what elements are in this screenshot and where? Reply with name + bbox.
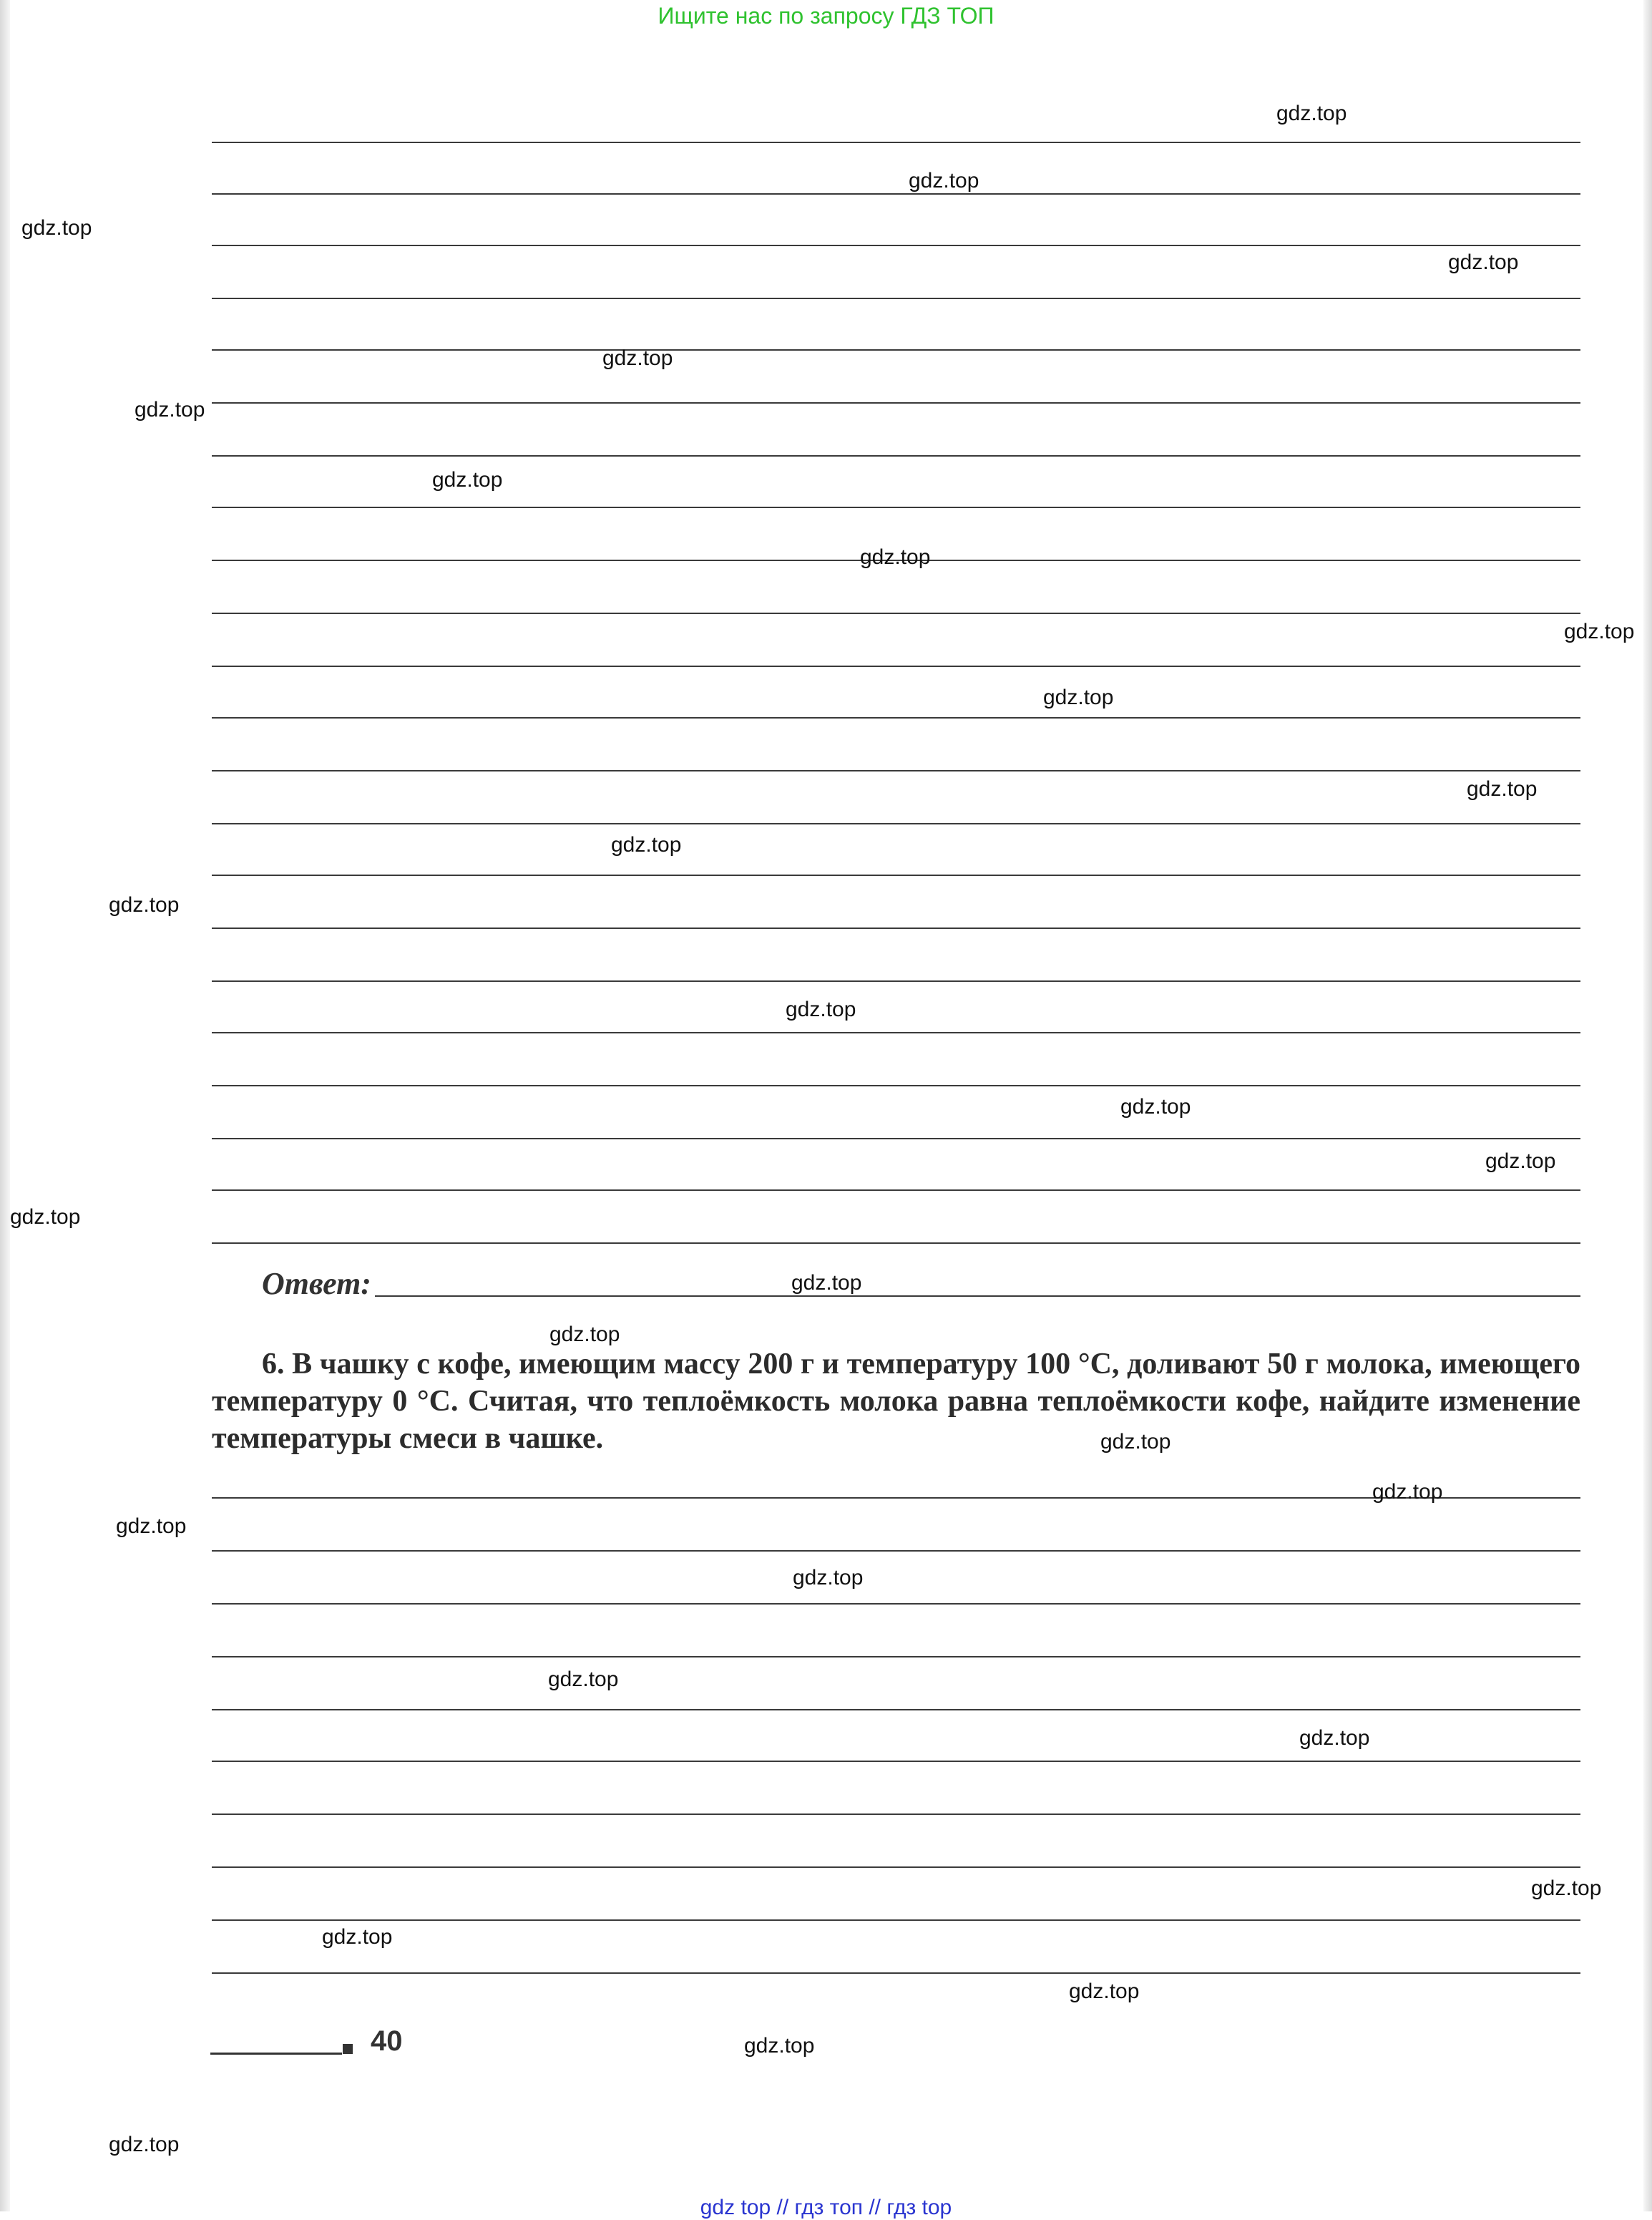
ruled-line [212, 770, 1580, 771]
ruled-line [212, 455, 1580, 457]
ruled-line [212, 823, 1580, 824]
watermark: gdz.top [1120, 1095, 1191, 1119]
ruled-line [212, 1656, 1580, 1657]
page-edge-left [0, 0, 10, 2211]
ruled-line [212, 298, 1580, 299]
ruled-line [212, 1761, 1580, 1762]
watermark: gdz.top [1372, 1480, 1443, 1504]
watermark: gdz.top [602, 346, 673, 370]
ruled-line [212, 1085, 1580, 1086]
ruled-line [212, 1709, 1580, 1710]
answer-line [375, 1295, 1580, 1297]
watermark: gdz.top [909, 169, 979, 193]
answer-label: Ответ: [262, 1266, 371, 1301]
watermark: gdz.top [1531, 1876, 1602, 1900]
ruled-line [212, 980, 1580, 982]
ruled-line [212, 717, 1580, 719]
ruled-line [212, 402, 1580, 404]
watermark: gdz.top [1276, 102, 1347, 125]
ruled-line [212, 1138, 1580, 1139]
watermark: gdz.top [10, 1205, 81, 1229]
ruled-line [212, 193, 1580, 195]
watermark: gdz.top [793, 1566, 864, 1589]
problem-6 [212, 1345, 1580, 1457]
ruled-line [212, 142, 1580, 143]
watermark: gdz.top [109, 893, 180, 917]
ruled-line [212, 1550, 1580, 1552]
watermark: gdz.top [791, 1271, 862, 1295]
ruled-line [212, 666, 1580, 667]
problem-text: В чашку с кофе, имеющим массу 200 г и температуру 100 °С, доливают 50 г молока, имеющего температуру 0 °С. Считая, что теплоёмкость молока равна теплоёмкости кофе, найдите изменение температуры смеси в чашке. [212, 1348, 1580, 1455]
watermark: gdz.top [21, 216, 92, 240]
watermark: gdz.top [1043, 686, 1114, 709]
ruled-line [212, 1032, 1580, 1033]
watermark: gdz.top [1069, 1980, 1140, 2003]
ruled-line [212, 1242, 1580, 1244]
watermark: gdz.top [432, 468, 503, 492]
ruled-line [212, 613, 1580, 614]
watermark: gdz.top [109, 2133, 180, 2156]
watermark: gdz.top [135, 398, 205, 422]
footer-square [343, 2044, 353, 2054]
ruled-line [212, 928, 1580, 929]
watermark: gdz.top [549, 1323, 620, 1346]
ruled-line [212, 1189, 1580, 1191]
watermark: gdz.top [786, 998, 856, 1021]
page-number: 40 [371, 2025, 403, 2057]
ruled-line [212, 875, 1580, 876]
ruled-line [212, 1919, 1580, 1921]
page-edge-right [1643, 0, 1652, 2211]
watermark: gdz.top [1448, 250, 1519, 274]
watermark: gdz.top [611, 833, 682, 857]
watermark: gdz.top [1100, 1430, 1171, 1454]
watermark: gdz.top [1564, 620, 1635, 643]
watermark: gdz.top [744, 2034, 815, 2058]
problem-number: 6. [262, 1348, 285, 1381]
watermark: gdz.top [860, 545, 931, 569]
ruled-line [212, 1814, 1580, 1815]
footer-line [210, 2053, 342, 2055]
watermark: gdz.top [1299, 1726, 1370, 1750]
ruled-line [212, 1866, 1580, 1868]
watermark: gdz.top [1485, 1149, 1556, 1173]
watermark: gdz.top [322, 1925, 393, 1949]
watermark: gdz.top [1467, 777, 1538, 801]
watermark: gdz.top [548, 1668, 619, 1691]
top-banner[interactable]: Ищите нас по запросу ГДЗ ТОП [658, 3, 994, 29]
watermark: gdz.top [116, 1514, 187, 1538]
bottom-banner[interactable]: gdz top // гдз топ // гдз top [700, 2196, 952, 2219]
ruled-line [212, 1603, 1580, 1605]
ruled-line [212, 507, 1580, 508]
ruled-line [212, 245, 1580, 246]
ruled-line [212, 1972, 1580, 1974]
ruled-line [212, 349, 1580, 351]
